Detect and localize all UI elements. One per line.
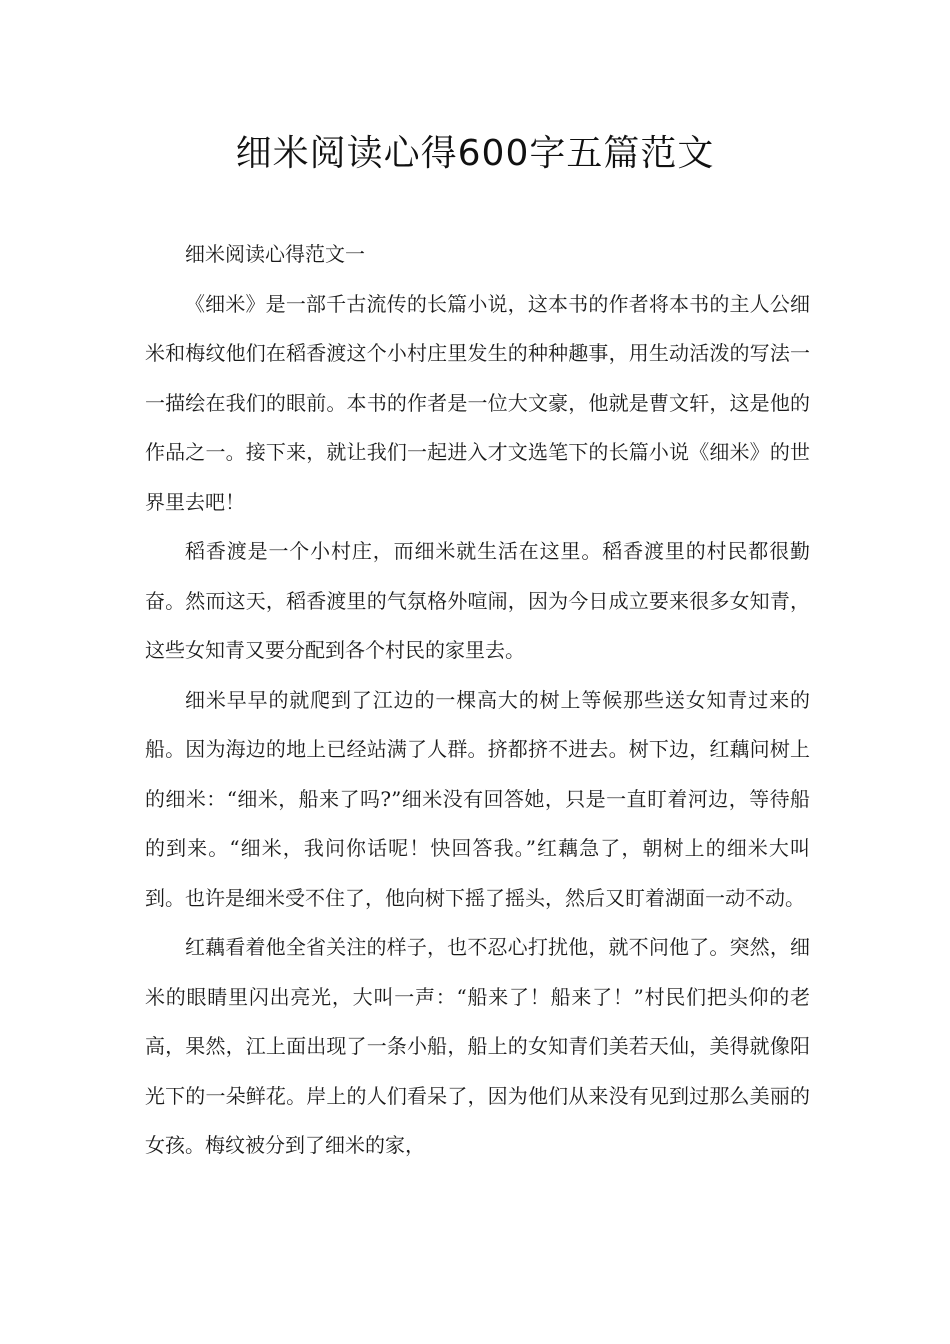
paragraph-2: 稻香渡是一个小村庄，而细米就生活在这里。稻香渡里的村民都很勤奋。然而这天，稻香渡里的气氛格外喧闹，因为今日成立要来很多女知青，这些女知青又要分配到各个村民的家里去。 xyxy=(145,539,810,662)
paragraph-3: 细米早早的就爬到了江边的一棵高大的树上等候那些送女知青过来的船。因为海边的地上已经站满了人群。挤都挤不进去。树下边，红藕问树上的细米：“细米，船来了吗?”细米没有回答她，只是一直盯着河边，等待船的到来。“细米，我问你话呢！快回答我。”红藕急了，朝树上的细米大叫到。也许是细米受不住了，他向树下摇了摇头，然后又盯着湖面一动不动。 xyxy=(145,687,810,910)
document-body xyxy=(145,230,810,1171)
paragraph-4: 红藕看着他全省关注的样子，也不忍心打扰他，就不问他了。突然，细米的眼睛里闪出亮光，大叫一声：“船来了！船来了！”村民们把头仰的老高，果然，江上面出现了一条小船，船上的女知青们美若天仙，美得就像阳光下的一朵鲜花。岸上的人们看呆了，因为他们从来没有见到过那么美丽的女孩。梅纹被分到了细米的家， xyxy=(145,935,810,1157)
section-heading: 细米阅读心得范文一 xyxy=(185,242,365,266)
document-title: 细米阅读心得600字五篇范文 xyxy=(235,133,715,174)
paragraph-1: 《细米》是一部千古流传的长篇小说，这本书的作者将本书的主人公细米和梅纹他们在稻香渡这个小村庄里发生的种种趣事，用生动活泼的写法一一描绘在我们的眼前。本书的作者是一位大文豪，他就是曹文轩，这是他的作品之一。接下来，就让我们一起进入才文选笔下的长篇小说《细米》的世界里去吧！ xyxy=(145,291,810,514)
